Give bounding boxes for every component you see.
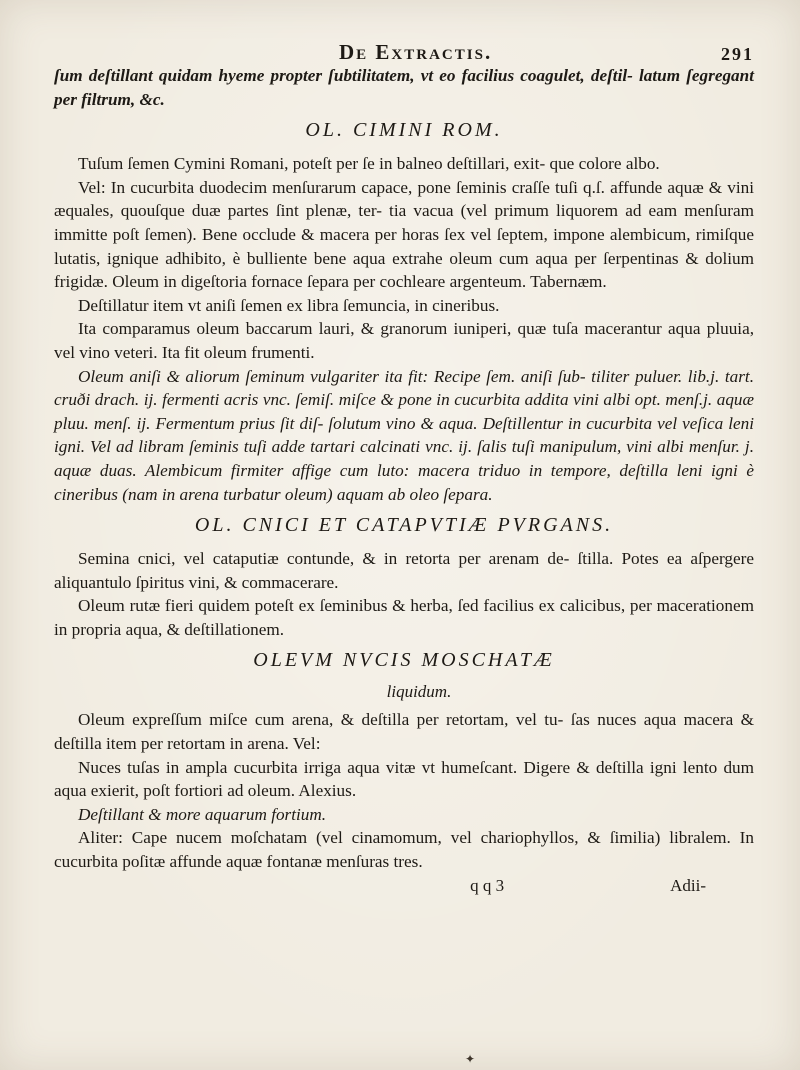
- paragraph: Semina cnici, vel cataputiæ contunde, & in retorta per arenam de- ſtilla. Potes ea aſpergere aliquantulo ſpiritus vini, & commacerare.: [54, 549, 754, 592]
- section-heading-nucis-moschatae: OLEVM NVCIS MOSCHATÆ: [253, 649, 555, 672]
- footer-line: [54, 876, 754, 896]
- section-subheading: liquidum.: [386, 682, 452, 702]
- intro-paragraph: ſum deſtillant quidam hyeme propter ſubtilitatem, vt eo facilius coagulet, deſtil- latum ſegregant per filtrum, &c.: [54, 66, 754, 109]
- paragraph: Vel: In cucurbita duodecim menſurarum capace, pone ſeminis craſſe tuſi q.ſ. affunde aquæ & vini æquales, quouſque duæ partes ſint plenæ, ter- tia vacua (vel primum liquorem ad eam menſuram immitte poſt ſemen). Bene occlude & macera per horas ſex vel ſeptem, impone alembicum, rimiſque lutatis, ignique adhibito, è bulliente bene aqua extrahe oleum cum aqua per ſerpentinas & dolium frigidæ. Oleum in digeſtoria fornace ſepara per cochleare argenteum. Tabernæm.: [54, 177, 754, 292]
- page-number: 291: [721, 44, 754, 64]
- section-heading-cimini: OL. CIMINI ROM.: [305, 119, 503, 142]
- paragraph: Oleum expreſſum miſce cum arena, & deſtilla per retortam, vel tu- ſas nuces aqua macera & deſtilla item per retortam in arena. Vel:: [54, 710, 754, 754]
- paragraph: Oleum aniſi & aliorum ſeminum vulgariter ita fit: Recipe ſem. aniſi ſub- tiliter puluer. lib.j. tart. cruði drach. ij. fermenti acris vnc. ſemiſ. miſce & pone in cucurbita addita vini albi opt. menſ.j. aquæ pluu. menſ. ij. Fermentum prius ſit diſ- ſolutum vino & aqua. Deſtillentur in cucurbita vel veſica leni igni. Vel ad libram ſeminis tuſi adde tartari calcinati vnc. ij. ſalis tuſi manipulum, vini albi menſur. j. aquæ duas. Alembicum firmiter affige cum luto: macera triduo in tempore, deſtilla leni igni è cineribus (nam in arena turbatur oleum) aquam ab oleo ſepara.: [54, 366, 754, 504]
- running-head: [54, 30, 754, 64]
- paragraph: Ita comparamus oleum baccarum lauri, & granorum iuniperi, quæ tuſa macerantur aqua pluuia, vel vino veteri. Ita fit oleum frumenti.: [54, 319, 754, 362]
- paragraph: Deſtillant & more aquarum fortium.: [78, 804, 327, 824]
- section-heading-cnici: OL. CNICI ET CATAPVTIÆ PVRGANS.: [194, 514, 614, 537]
- paragraph: Oleum rutæ fieri quidem poteſt ex ſeminibus & herba, ſed facilius ex calicibus, per macerationem in propria aqua, & deſtillationem.: [54, 596, 754, 639]
- paragraph: Nuces tuſas in ampla cucurbita irriga aqua vitæ vt humeſcant. Digere & deſtilla igni lento dum aqua exierit, poſt fortiori ad oleum. Alexius.: [54, 757, 754, 801]
- ornament-icon: ✦: [465, 1052, 476, 1066]
- paragraph: Tuſum ſemen Cymini Romani, poteſt per ſe in balneo deſtillari, exit- que colore albo.: [78, 154, 660, 174]
- paragraph: Aliter: Cape nucem moſchatam (vel cinamomum, vel chariophyllos, & ſimilia) libralem. In cucurbita poſitæ affunde aquæ fontanæ menſuras tres.: [54, 828, 754, 872]
- catchword: Adii-: [670, 875, 706, 895]
- paragraph: Deſtillatur item vt aniſi ſemen ex libra ſemuncia, in cineribus.: [78, 295, 500, 315]
- running-title: De Extractis.: [339, 40, 493, 64]
- signature-mark: q q 3: [470, 875, 505, 895]
